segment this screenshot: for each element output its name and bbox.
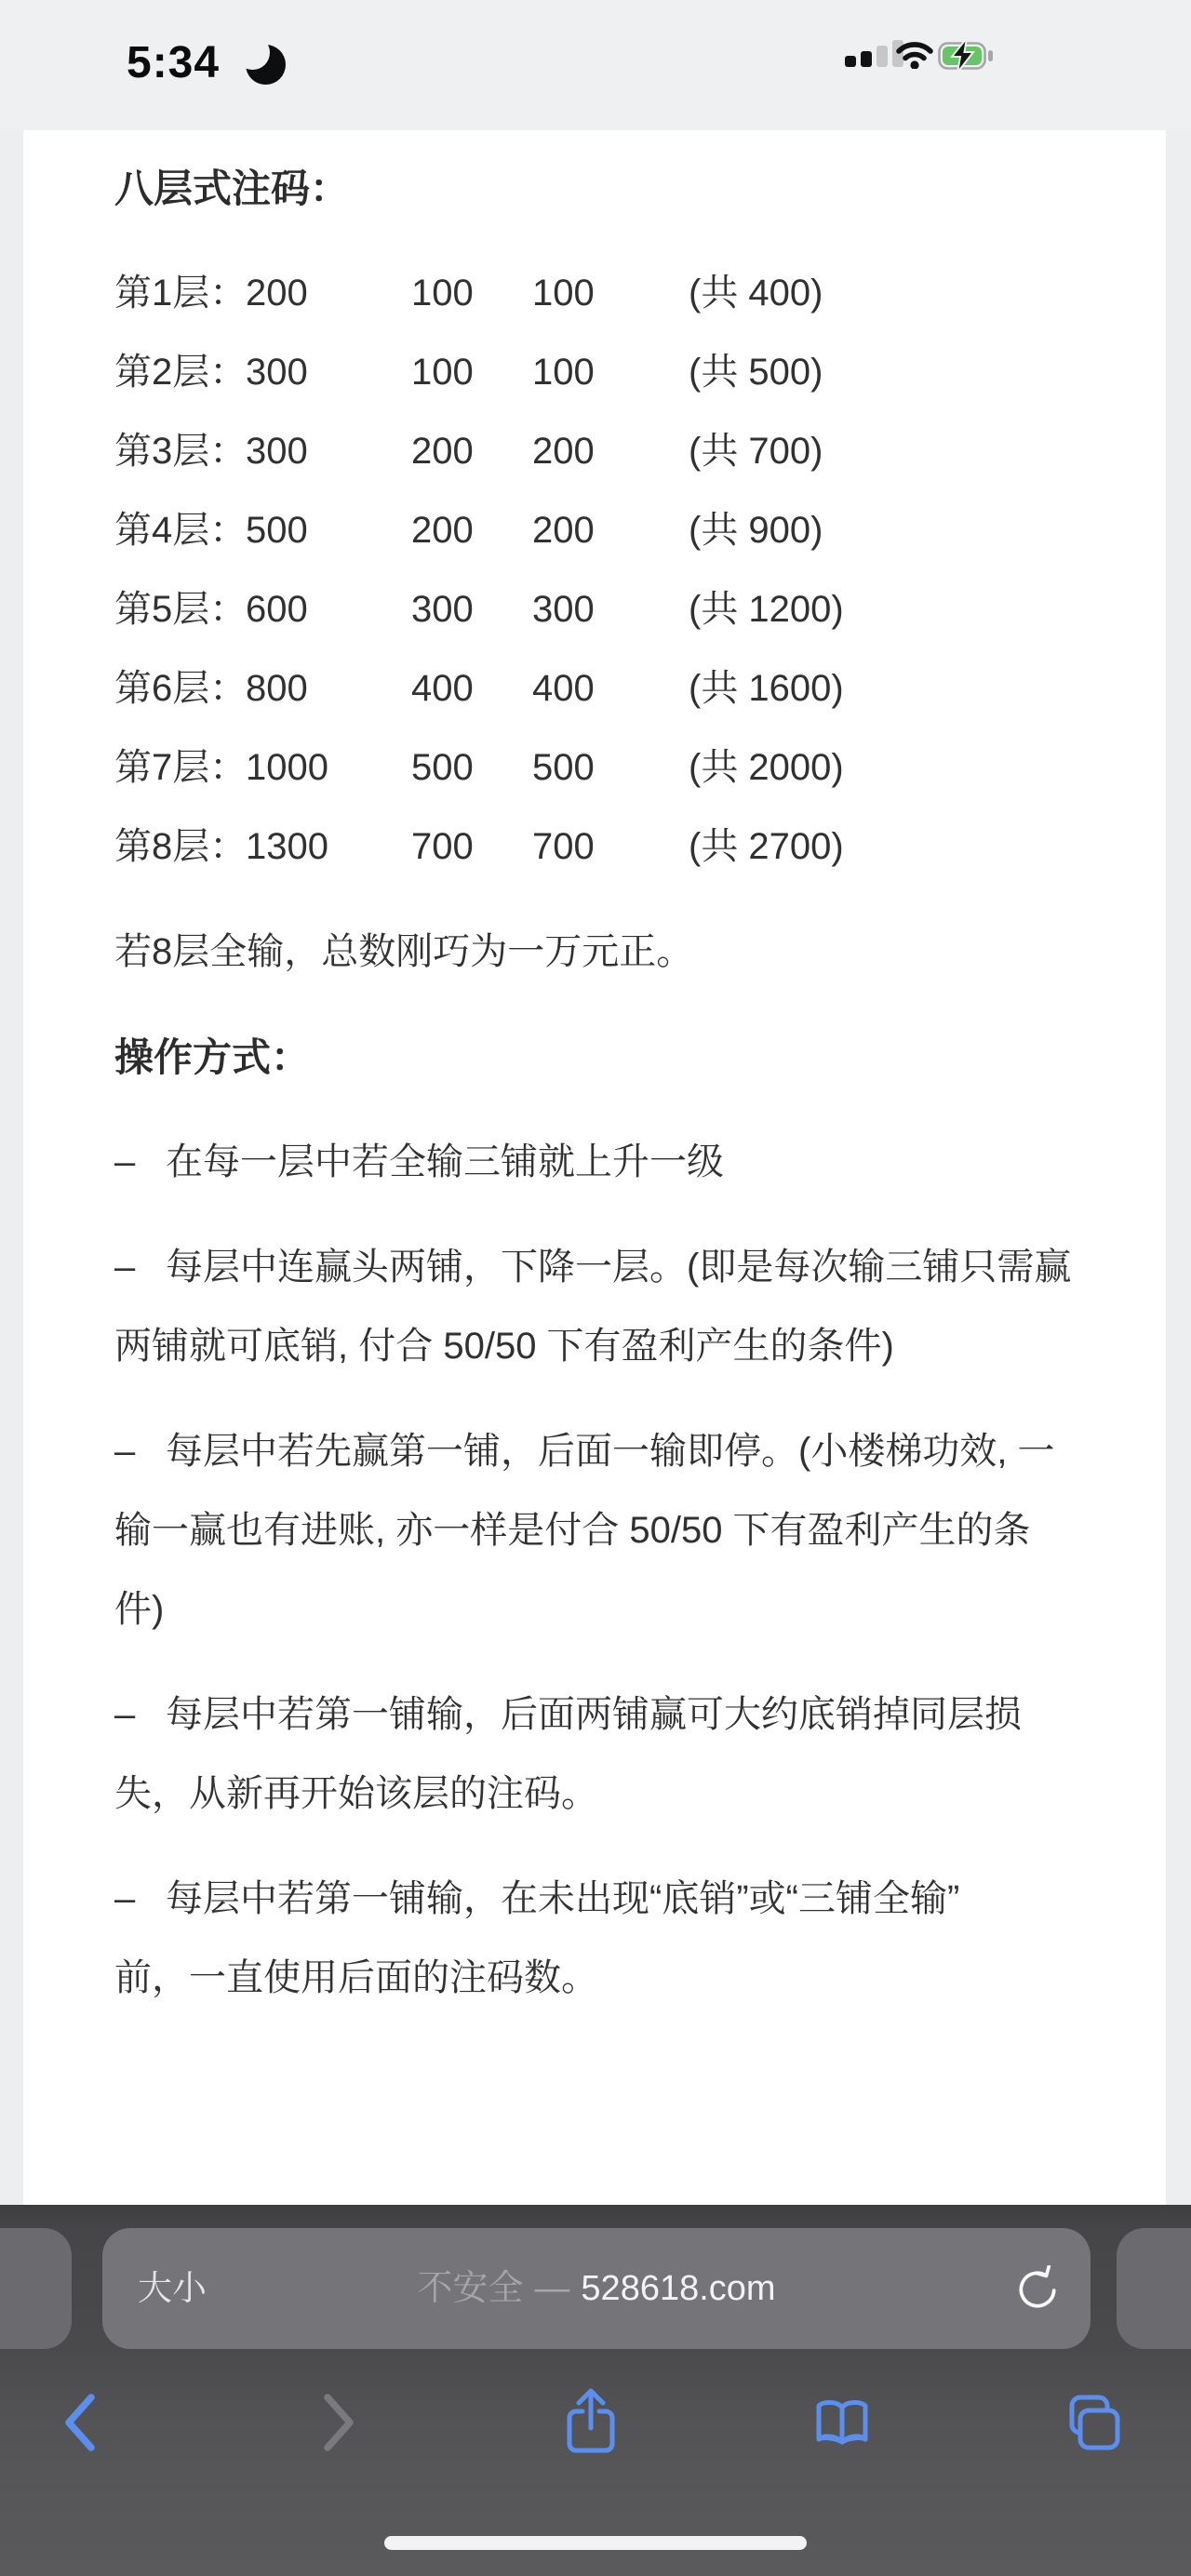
bullet-item xyxy=(114,1675,1132,1834)
bullet-dash: – xyxy=(114,1694,136,1735)
table-row: 第5层：600 300 300 (共 1200) xyxy=(114,589,844,630)
bullet-text: 每层中连赢头两铺，下降一层。(即是每次输三铺只需赢 xyxy=(166,1247,1072,1288)
bullet-text: 在每一层中若全输三铺就上升一级 xyxy=(166,1141,724,1182)
bullet-text: 件) xyxy=(114,1589,165,1630)
reload-icon[interactable] xyxy=(1014,2265,1061,2312)
section-heading: 操作方式： xyxy=(114,1035,311,1079)
safari-bottom-bar xyxy=(0,2205,1191,2576)
bullet-dash: – xyxy=(114,1247,136,1288)
bullet-text: 每层中若先赢第一铺，后面一输即停。(小楼梯功效, 一 xyxy=(166,1431,1055,1472)
bullet-dash: – xyxy=(114,1878,136,1919)
bullet-item xyxy=(114,1860,1132,2018)
table-row: 第8层：1300 700 700 (共 2700) xyxy=(114,826,844,867)
text-size-button[interactable]: 大小 xyxy=(138,2269,207,2307)
home-indicator[interactable] xyxy=(384,2536,807,2550)
battery-charging-icon xyxy=(938,40,997,72)
back-button[interactable] xyxy=(61,2393,99,2452)
separator-dash: — xyxy=(534,2269,570,2308)
bullet-dash: – xyxy=(114,1141,136,1182)
table-row: 第3层：300 200 200 (共 700) xyxy=(114,431,823,472)
bullet-item xyxy=(114,1123,1132,1202)
bullet-item xyxy=(114,1228,1132,1386)
summary-line: 若8层全输，总数刚巧为一万元正。 xyxy=(114,931,694,972)
table-row: 第1层：200 100 100 (共 400) xyxy=(114,273,823,314)
forward-button[interactable] xyxy=(320,2393,357,2452)
bullet-dash: – xyxy=(114,1431,136,1472)
tabs-button[interactable] xyxy=(1064,2395,1120,2450)
security-label: 不安全 xyxy=(417,2269,524,2308)
bullet-item xyxy=(114,1412,1132,1649)
next-tab-preview[interactable] xyxy=(1117,2228,1191,2349)
table-row: 第6层：800 400 400 (共 1600) xyxy=(114,668,844,709)
status-time: 5:34 xyxy=(127,38,221,87)
table-row: 第2层：300 100 100 (共 500) xyxy=(114,352,823,393)
table-row: 第4层：500 200 200 (共 900) xyxy=(114,510,823,551)
bullet-text: 前，一直使用后面的注码数。 xyxy=(114,1957,598,1998)
bullet-text: 输一赢也有进账, 亦一样是付合 50/50 下有盈利产生的条 xyxy=(114,1510,1031,1551)
bullet-text: 两铺就可底销, 付合 50/50 下有盈利产生的条件) xyxy=(114,1326,894,1367)
page-title: 八层式注码： xyxy=(114,167,350,210)
address-bar[interactable] xyxy=(102,2228,1091,2349)
staking-table xyxy=(114,254,1132,887)
domain-label: 528618.com xyxy=(581,2269,776,2308)
bullet-text: 每层中若第一铺输，后面两铺赢可大约底销掉同层损 xyxy=(166,1694,1022,1735)
share-button[interactable] xyxy=(566,2387,616,2456)
moon-icon xyxy=(246,45,288,87)
table-row: 第7层：1000 500 500 (共 2000) xyxy=(114,747,844,788)
status-bar xyxy=(0,0,1191,130)
bookmarks-button[interactable] xyxy=(815,2398,869,2449)
previous-tab-preview[interactable] xyxy=(0,2228,72,2349)
bullet-text: 每层中若第一铺输，在未出现“底销”或“三铺全输” xyxy=(166,1878,960,1919)
web-page-content xyxy=(23,130,1166,2205)
bullet-text: 失，从新再开始该层的注码。 xyxy=(114,1773,598,1814)
address-text[interactable] xyxy=(102,2228,1091,2349)
wifi-icon xyxy=(895,41,934,69)
